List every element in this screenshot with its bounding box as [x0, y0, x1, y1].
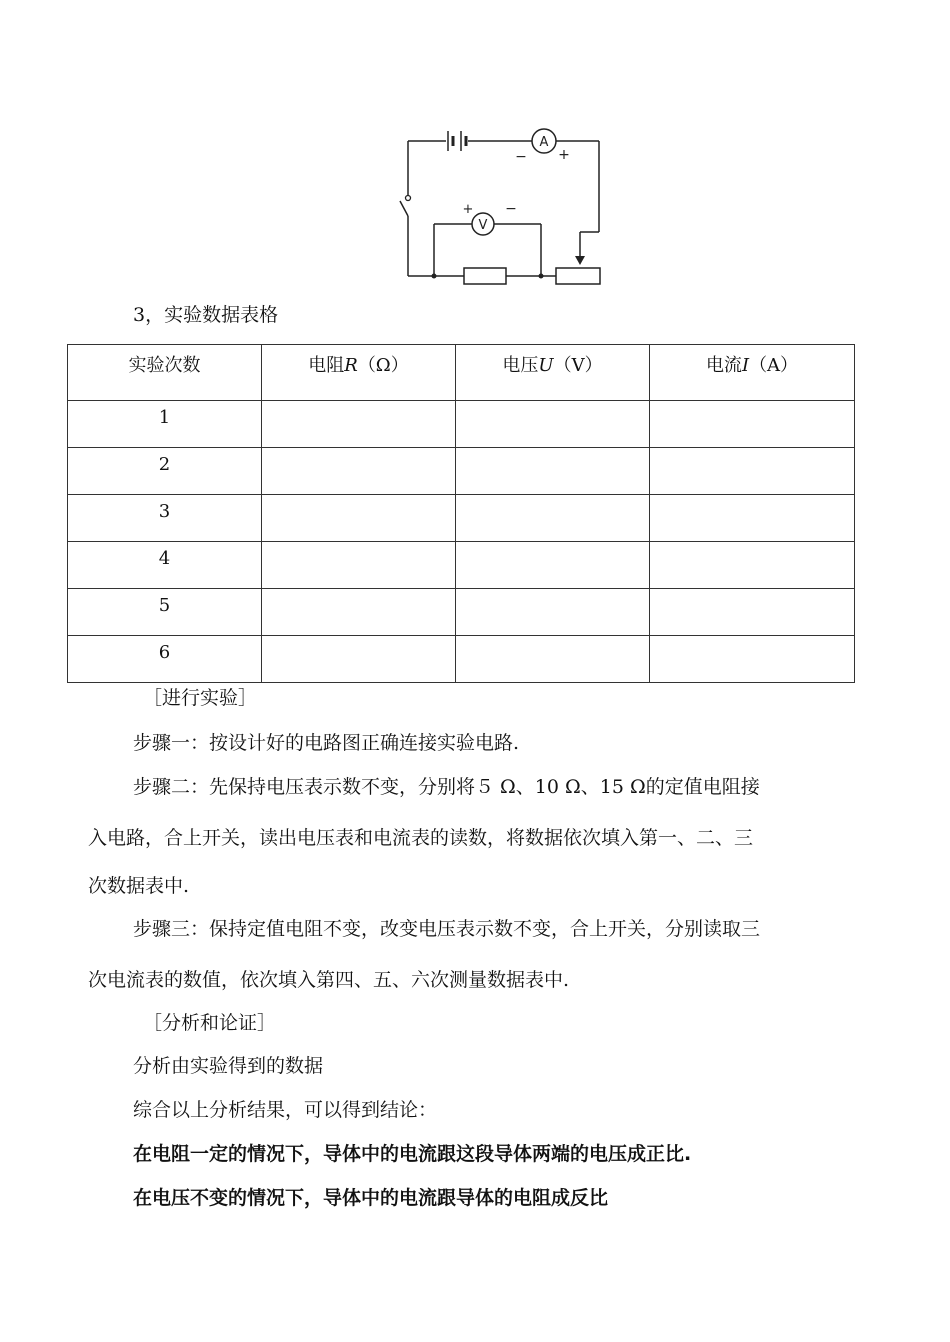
analysis-line-1: 分析由实验得到的数据 [133, 1055, 324, 1077]
resistance-cell [262, 401, 456, 448]
conclusion-one: 在电阻一定的情况下，导体中的电流跟这段导体两端的电压成正比. [133, 1143, 692, 1165]
step-two-line-3: 次数据表中. [88, 875, 190, 897]
voltage-cell [456, 589, 650, 636]
current-cell [650, 589, 855, 636]
header-voltage: 电压U（V） [456, 345, 650, 401]
voltage-cell [456, 495, 650, 542]
voltage-cell [456, 542, 650, 589]
step-three-line-1: 步骤三：保持定值电阻不变，改变电压表示数不变，合上开关，分别读取三 [133, 918, 761, 940]
slider-arrow-icon [575, 256, 585, 265]
header-current: 电流I（A） [650, 345, 855, 401]
resistance-cell [262, 495, 456, 542]
ammeter-minus-sign: − [515, 149, 527, 165]
resistance-cell [262, 542, 456, 589]
row-number: 2 [68, 448, 262, 495]
analysis-heading: ［分析和论证］ [143, 1012, 277, 1034]
table-row [68, 448, 855, 495]
resistor [464, 268, 506, 284]
table-row [68, 636, 855, 683]
current-cell [650, 636, 855, 683]
voltmeter-plus-sign: + [462, 202, 474, 217]
header-resistance: 电阻R（Ω） [262, 345, 456, 401]
rheostat [556, 268, 600, 284]
table-row [68, 542, 855, 589]
voltmeter-label: V [478, 218, 488, 233]
voltage-cell [456, 636, 650, 683]
junction-left [432, 274, 437, 279]
ammeter-label: A [539, 135, 549, 150]
voltmeter-minus-sign: − [505, 201, 517, 217]
voltage-cell [456, 401, 650, 448]
resistance-cell [262, 448, 456, 495]
table-header-row [68, 345, 855, 401]
current-cell [650, 448, 855, 495]
analysis-line-2: 综合以上分析结果，可以得到结论： [133, 1099, 438, 1121]
experiment-heading: ［进行实验］ [143, 687, 258, 709]
section-title: 3，实验数据表格 [133, 304, 279, 326]
resistance-cell [262, 636, 456, 683]
table-row [68, 589, 855, 636]
step-two-line-2: 入电路，合上开关，读出电压表和电流表的读数，将数据依次填入第一、二、三 [88, 827, 754, 849]
step-two-line-1: 步骤二：先保持电压表示数不变，分别将５ Ω、10 Ω、15 Ω的定值电阻接 [133, 776, 760, 798]
row-number: 6 [68, 636, 262, 683]
data-table [67, 344, 855, 683]
row-number: 5 [68, 589, 262, 636]
header-trial-count: 实验次数 [68, 345, 262, 401]
table-row [68, 495, 855, 542]
ammeter-plus-sign: + [558, 147, 570, 163]
table-row [68, 401, 855, 448]
resistance-cell [262, 589, 456, 636]
conclusion-two: 在电压不变的情况下，导体中的电流跟导体的电阻成反比 [133, 1187, 609, 1209]
step-three-line-2: 次电流表的数值，依次填入第四、五、六次测量数据表中. [88, 969, 570, 991]
circuit-diagram [396, 128, 610, 290]
junction-right [539, 274, 544, 279]
voltage-cell [456, 448, 650, 495]
row-number: 3 [68, 495, 262, 542]
switch-pivot [406, 196, 411, 201]
switch-blade [400, 201, 408, 216]
row-number: 1 [68, 401, 262, 448]
current-cell [650, 495, 855, 542]
step-one: 步骤一：按设计好的电路图正确连接实验电路. [133, 732, 520, 754]
current-cell [650, 401, 855, 448]
current-cell [650, 542, 855, 589]
row-number: 4 [68, 542, 262, 589]
